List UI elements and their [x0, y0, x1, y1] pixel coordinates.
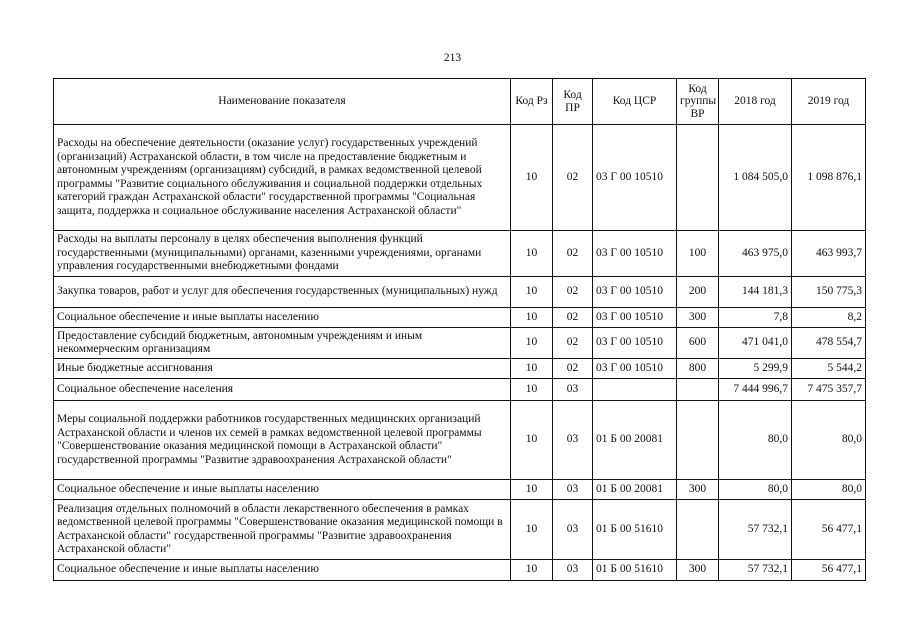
- row-pr: 02: [553, 308, 593, 328]
- row-pr: 02: [553, 125, 593, 231]
- row-rz: 10: [511, 125, 553, 231]
- row-csr: 03 Г 00 10510: [593, 277, 677, 308]
- table-row: [54, 359, 866, 379]
- row-pr: 02: [553, 359, 593, 379]
- table-row: [54, 125, 866, 231]
- row-csr: 01 Б 00 51610: [593, 560, 677, 581]
- header-2019: 2019 год: [792, 79, 866, 125]
- row-2018: 7,8: [719, 308, 792, 328]
- row-2019: 1 098 876,1: [792, 125, 866, 231]
- row-name: Меры социальной поддержки работников государственных медицинских организаций Астраханской области и членов их семей в рамках ведомственной целевой программы "Совершенствование оказания медицинской помощи в Астраханской области" государственной программы "Развитие здравоохранения Астраханской области": [54, 401, 511, 480]
- table-row: [54, 308, 866, 328]
- row-pr: 03: [553, 401, 593, 480]
- row-vr: 100: [677, 231, 719, 277]
- row-rz: 10: [511, 480, 553, 500]
- row-rz: 10: [511, 500, 553, 560]
- row-vr: 800: [677, 359, 719, 379]
- row-csr: 03 Г 00 10510: [593, 328, 677, 359]
- row-csr: 03 Г 00 10510: [593, 125, 677, 231]
- row-pr: 03: [553, 379, 593, 401]
- row-2019: 8,2: [792, 308, 866, 328]
- table-row: [54, 231, 866, 277]
- header-name: Наименование показателя: [54, 79, 511, 125]
- row-pr: 02: [553, 231, 593, 277]
- row-2019: 150 775,3: [792, 277, 866, 308]
- row-csr: 03 Г 00 10510: [593, 231, 677, 277]
- row-pr: 03: [553, 560, 593, 581]
- row-name: Расходы на обеспечение деятельности (оказание услуг) государственных учреждений (организаций) Астраханской области, в том числе на предоставление бюджетным и автономным учреждениям (организациям) субсидий, в рамках ведомственной целевой программы "Развитие социального обслуживания и социальной поддержки отдельных категорий граждан Астраханской области" государственной программы "Социальная защита, поддержка и социальное обслуживание населения Астраханской области": [54, 125, 511, 231]
- row-2018: 471 041,0: [719, 328, 792, 359]
- row-name: Расходы на выплаты персоналу в целях обеспечения выполнения функций государственными (муниципальными) органами, казенными учреждениями, органами управления государственными внебюджетными фондами: [54, 231, 511, 277]
- row-vr: 600: [677, 328, 719, 359]
- row-name: Социальное обеспечение и иные выплаты населению: [54, 308, 511, 328]
- row-2018: 57 732,1: [719, 560, 792, 581]
- row-2019: 80,0: [792, 401, 866, 480]
- header-csr: Код ЦСР: [593, 79, 677, 125]
- row-pr: 03: [553, 480, 593, 500]
- row-rz: 10: [511, 359, 553, 379]
- table-row: [54, 500, 866, 560]
- row-vr: 300: [677, 308, 719, 328]
- row-csr: 01 Б 00 20081: [593, 480, 677, 500]
- row-csr: 03 Г 00 10510: [593, 308, 677, 328]
- row-2019: 5 544,2: [792, 359, 866, 379]
- row-rz: 10: [511, 401, 553, 480]
- row-pr: 03: [553, 500, 593, 560]
- row-rz: 10: [511, 277, 553, 308]
- row-2018: 80,0: [719, 401, 792, 480]
- row-2018: 80,0: [719, 480, 792, 500]
- row-csr: [593, 379, 677, 401]
- row-name: Предоставление субсидий бюджетным, автономным учреждениям и иным некоммерческим организациям: [54, 328, 511, 359]
- table-row: [54, 328, 866, 359]
- row-pr: 02: [553, 277, 593, 308]
- row-rz: 10: [511, 308, 553, 328]
- row-2018: 5 299,9: [719, 359, 792, 379]
- row-2019: 56 477,1: [792, 500, 866, 560]
- row-name: Социальное обеспечение и иные выплаты населению: [54, 560, 511, 581]
- row-rz: 10: [511, 560, 553, 581]
- table-row: [54, 401, 866, 480]
- row-vr: [677, 500, 719, 560]
- row-2018: 463 975,0: [719, 231, 792, 277]
- table-row: [54, 277, 866, 308]
- row-name: Реализация отдельных полномочий в области лекарственного обеспечения в рамках ведомственной целевой программы "Совершенствование оказания медицинской помощи в Астраханской области" государственной программы "Развитие здравоохранения Астраханской области": [54, 500, 511, 560]
- row-2018: 57 732,1: [719, 500, 792, 560]
- row-2019: 80,0: [792, 480, 866, 500]
- row-rz: 10: [511, 231, 553, 277]
- page-number: 213: [443, 52, 462, 64]
- row-csr: 01 Б 00 20081: [593, 401, 677, 480]
- header-2018: 2018 год: [719, 79, 792, 125]
- row-2019: 463 993,7: [792, 231, 866, 277]
- row-name: Закупка товаров, работ и услуг для обеспечения государственных (муниципальных) нужд: [54, 277, 511, 308]
- header-vr: Код группы ВР: [677, 79, 719, 125]
- row-2018: 7 444 996,7: [719, 379, 792, 401]
- table-row: [54, 379, 866, 401]
- budget-table: [53, 78, 866, 581]
- row-vr: 200: [677, 277, 719, 308]
- row-vr: 300: [677, 480, 719, 500]
- row-vr: [677, 125, 719, 231]
- table-row: [54, 480, 866, 500]
- header-rz: Код Рз: [511, 79, 553, 125]
- row-pr: 02: [553, 328, 593, 359]
- row-csr: 01 Б 00 51610: [593, 500, 677, 560]
- table-row: [54, 560, 866, 581]
- row-rz: 10: [511, 328, 553, 359]
- row-2018: 144 181,3: [719, 277, 792, 308]
- row-name: Социальное обеспечение и иные выплаты населению: [54, 480, 511, 500]
- row-2019: 56 477,1: [792, 560, 866, 581]
- row-rz: 10: [511, 379, 553, 401]
- row-2018: 1 084 505,0: [719, 125, 792, 231]
- row-vr: [677, 379, 719, 401]
- row-csr: 03 Г 00 10510: [593, 359, 677, 379]
- header-pr: Код ПР: [553, 79, 593, 125]
- row-vr: [677, 401, 719, 480]
- header-row: [54, 79, 866, 125]
- row-vr: 300: [677, 560, 719, 581]
- row-name: Социальное обеспечение населения: [54, 379, 511, 401]
- row-name: Иные бюджетные ассигнования: [54, 359, 511, 379]
- row-2019: 478 554,7: [792, 328, 866, 359]
- row-2019: 7 475 357,7: [792, 379, 866, 401]
